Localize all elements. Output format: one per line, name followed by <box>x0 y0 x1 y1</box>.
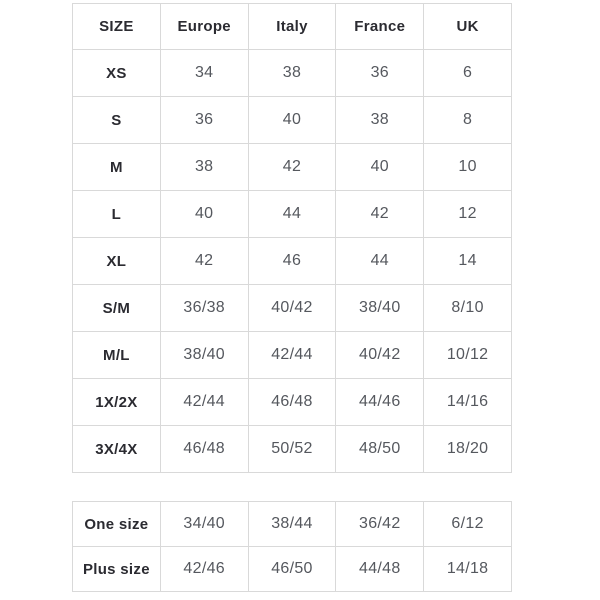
size-label-cell: Plus size <box>73 547 161 592</box>
value-cell: 36/38 <box>160 285 248 332</box>
column-header-italy: Italy <box>248 4 336 50</box>
value-cell: 38 <box>160 144 248 191</box>
table-row-s-m <box>73 285 512 332</box>
value-cell: 18/20 <box>424 426 512 473</box>
value-cell: 34 <box>160 50 248 97</box>
value-cell: 50/52 <box>248 426 336 473</box>
value-cell: 10/12 <box>424 332 512 379</box>
value-cell: 36 <box>336 50 424 97</box>
value-cell: 14/16 <box>424 379 512 426</box>
column-header-size: SIZE <box>73 4 161 50</box>
value-cell: 40 <box>336 144 424 191</box>
value-cell: 42/46 <box>160 547 248 592</box>
column-header-uk: UK <box>424 4 512 50</box>
value-cell: 36/42 <box>336 502 424 547</box>
column-header-france: France <box>336 4 424 50</box>
table-row-s <box>73 97 512 144</box>
value-cell: 44/46 <box>336 379 424 426</box>
value-cell: 42/44 <box>248 332 336 379</box>
size-label-cell: S/M <box>73 285 161 332</box>
value-cell: 38/40 <box>336 285 424 332</box>
value-cell: 46/50 <box>248 547 336 592</box>
value-cell: 46 <box>248 238 336 285</box>
value-cell: 46/48 <box>160 426 248 473</box>
value-cell: 44/48 <box>336 547 424 592</box>
size-label-cell: 3X/4X <box>73 426 161 473</box>
value-cell: 14/18 <box>424 547 512 592</box>
value-cell: 40 <box>248 97 336 144</box>
table-row-plus-size <box>73 547 512 592</box>
table-header-row <box>73 4 512 50</box>
table-row-m-l <box>73 332 512 379</box>
value-cell: 6 <box>424 50 512 97</box>
size-label-cell: 1X/2X <box>73 379 161 426</box>
one-size-conversion-table <box>72 501 512 592</box>
value-cell: 38 <box>248 50 336 97</box>
table-row-m <box>73 144 512 191</box>
value-cell: 38/44 <box>248 502 336 547</box>
value-cell: 38/40 <box>160 332 248 379</box>
value-cell: 42 <box>248 144 336 191</box>
table-row-1x-2x <box>73 379 512 426</box>
table-row-3x-4x <box>73 426 512 473</box>
value-cell: 8 <box>424 97 512 144</box>
value-cell: 44 <box>248 191 336 238</box>
value-cell: 40/42 <box>336 332 424 379</box>
value-cell: 44 <box>336 238 424 285</box>
value-cell: 12 <box>424 191 512 238</box>
size-label-cell: XL <box>73 238 161 285</box>
size-conversion-table <box>72 3 512 473</box>
value-cell: 42 <box>160 238 248 285</box>
size-label-cell: M/L <box>73 332 161 379</box>
value-cell: 34/40 <box>160 502 248 547</box>
size-label-cell: M <box>73 144 161 191</box>
value-cell: 10 <box>424 144 512 191</box>
value-cell: 42/44 <box>160 379 248 426</box>
size-label-cell: S <box>73 97 161 144</box>
value-cell: 8/10 <box>424 285 512 332</box>
value-cell: 48/50 <box>336 426 424 473</box>
value-cell: 38 <box>336 97 424 144</box>
size-label-cell: XS <box>73 50 161 97</box>
value-cell: 40/42 <box>248 285 336 332</box>
value-cell: 40 <box>160 191 248 238</box>
value-cell: 42 <box>336 191 424 238</box>
size-label-cell: L <box>73 191 161 238</box>
value-cell: 6/12 <box>424 502 512 547</box>
table-row-l <box>73 191 512 238</box>
table-row-xs <box>73 50 512 97</box>
size-label-cell: One size <box>73 502 161 547</box>
value-cell: 14 <box>424 238 512 285</box>
value-cell: 46/48 <box>248 379 336 426</box>
table-row-one-size <box>73 502 512 547</box>
table-row-xl <box>73 238 512 285</box>
column-header-europe: Europe <box>160 4 248 50</box>
value-cell: 36 <box>160 97 248 144</box>
